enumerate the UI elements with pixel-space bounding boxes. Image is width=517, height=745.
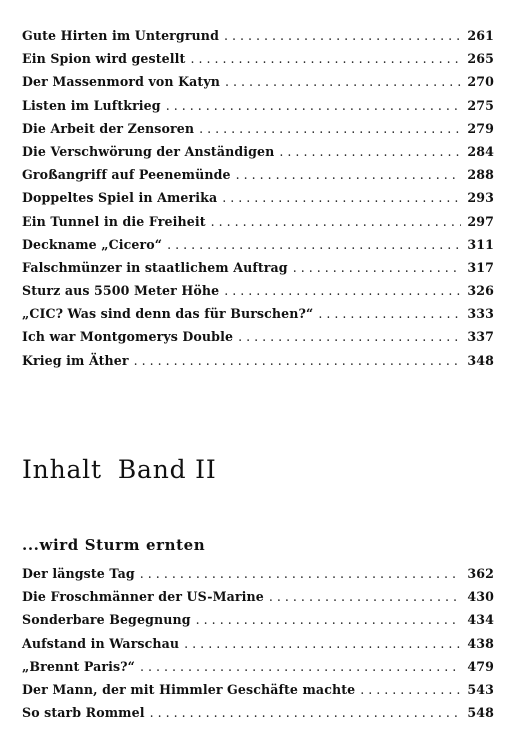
toc-entry [22,682,494,705]
toc-entry [22,353,494,376]
toc-entry [22,167,494,190]
toc-entry-title: Der Mann, der mit Himmler Geschäfte machte [22,681,356,697]
toc-entry-page: 326 [467,283,494,299]
toc-entry-title: Deckname „Cicero“ [22,236,163,252]
toc-entry-title: Ein Tunnel in die Freiheit [22,213,206,229]
band-2-heading-word-1: Inhalt [22,455,102,484]
toc-entry-title: So starb Rommel [22,705,145,721]
toc-entry-page: 362 [467,566,494,581]
toc-entry-title: Sonderbare Begegnung [22,612,191,628]
toc-leader-dots [150,705,462,720]
toc-entry-title: Großangriff auf Peenemünde [22,167,231,183]
toc-leader-dots [224,28,461,43]
toc-list-band-2 [22,566,494,728]
toc-entry [22,144,494,167]
toc-entry-title: Ich war Montgomerys Double [22,329,234,345]
toc-entry-title: „CIC? Was sind denn das für Burschen?“ [22,306,314,322]
toc-entry [22,566,494,589]
toc-leader-dots [166,98,462,113]
toc-entry-title: Die Froschmänner der US-Marine [22,589,264,605]
toc-leader-dots [225,74,461,89]
toc-entry [22,98,494,121]
toc-entry-page: 288 [467,167,494,183]
toc-leader-dots [293,260,462,275]
toc-entry [22,237,494,260]
toc-entry-title: „Brennt Paris?“ [22,658,135,674]
toc-leader-dots [190,51,461,66]
toc-entry [22,260,494,283]
toc-entry [22,51,494,74]
toc-entry-page: 297 [467,213,494,229]
band-2-heading-word-2: Band II [117,455,217,484]
toc-entry-page: 348 [467,352,494,368]
toc-entry-page: 479 [467,658,494,674]
toc-entry-title: Listen im Luftkrieg [22,97,161,113]
toc-leader-dots [167,237,461,252]
toc-entry-page: 293 [467,190,494,206]
toc-entry-page: 284 [467,143,494,159]
toc-leader-dots [269,589,462,604]
toc-entry [22,659,494,682]
toc-leader-dots [318,306,461,321]
toc-entry-page: 430 [467,589,494,605]
toc-entry-title: Sturz aus 5500 Meter Höhe [22,283,220,299]
toc-entry-page: 311 [467,236,494,252]
toc-leader-dots [236,167,462,182]
toc-entry-title: Die Verschwörung der Anständigen [22,143,275,159]
toc-entry [22,589,494,612]
toc-leader-dots [211,214,462,229]
toc-entry-title: Der Massenmord von Katyn [22,74,221,90]
toc-entry-title: Falschmünzer in staatlichem Auftrag [22,259,288,275]
toc-entry [22,74,494,97]
toc-entry [22,28,494,51]
toc-entry-page: 438 [467,635,494,651]
toc-list-band-1 [22,28,494,376]
toc-leader-dots [140,659,461,674]
toc-entry-title: Krieg im Äther [22,352,129,368]
toc-entry-title: Aufstand in Warschau [22,635,180,651]
toc-entry-page: 317 [467,259,494,275]
band-2-section-title: ...wird Sturm ernten [22,536,206,554]
toc-entry-page: 279 [467,120,494,136]
toc-leader-dots [199,121,461,136]
toc-entry-title: Doppeltes Spiel in Amerika [22,190,218,206]
toc-entry-page: 434 [467,612,494,628]
toc-entry-page: 333 [467,306,494,322]
toc-entry-page: 270 [467,74,494,90]
toc-entry [22,705,494,728]
toc-leader-dots [134,353,462,368]
toc-entry-page: 265 [467,51,494,67]
toc-entry [22,121,494,144]
toc-entry-page: 548 [467,705,494,721]
toc-entry-page: 261 [467,28,494,43]
toc-entry [22,283,494,306]
toc-entry-title: Die Arbeit der Zensoren [22,120,195,136]
toc-leader-dots [222,190,461,205]
toc-entry-page: 543 [467,681,494,697]
toc-entry-title: Der längste Tag [22,566,135,581]
toc-entry [22,214,494,237]
band-2-heading [22,455,217,484]
toc-leader-dots [238,329,461,344]
toc-leader-dots [360,682,461,697]
toc-entry [22,612,494,635]
toc-entry [22,306,494,329]
toc-entry-title: Gute Hirten im Untergrund [22,28,219,43]
toc-leader-dots [224,283,461,298]
toc-leader-dots [196,612,462,627]
toc-leader-dots [184,636,461,651]
toc-leader-dots [279,144,461,159]
toc-entry-page: 337 [467,329,494,345]
toc-leader-dots [140,566,462,581]
toc-entry-page: 275 [467,97,494,113]
toc-entry [22,329,494,352]
toc-entry [22,190,494,213]
toc-entry-title: Ein Spion wird gestellt [22,51,186,67]
toc-entry [22,636,494,659]
